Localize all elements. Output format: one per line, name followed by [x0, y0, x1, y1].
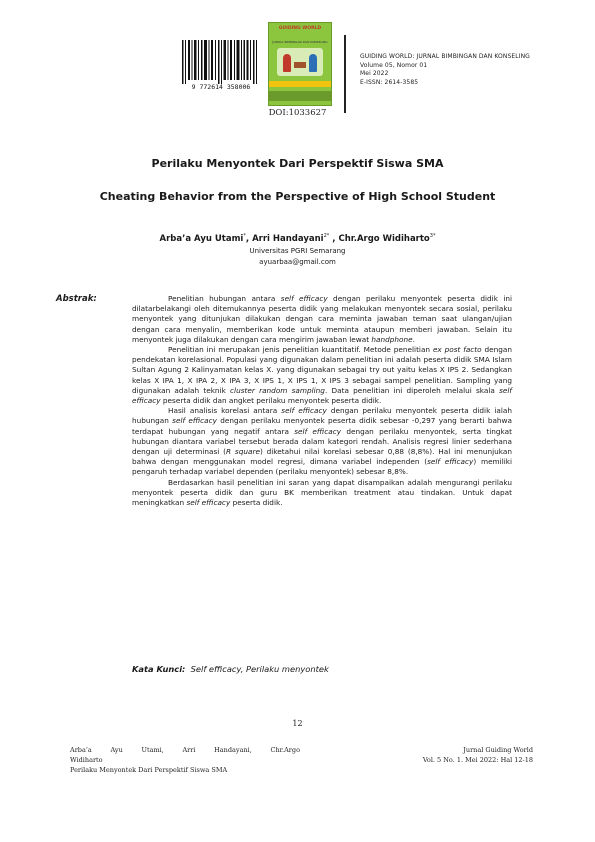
footer-right — [423, 745, 533, 765]
affiliation: Universitas PGRI Semarang — [249, 247, 346, 255]
abstract-text: peserta didik. — [230, 498, 283, 508]
journal-info — [360, 53, 530, 87]
abstract-text: dengan perilaku menyontek, serta tingkat hubungan diantara variabel tersebut berada dalam kategori rendah. Analisis regresi linier sederhana dengan uji determinasi ( — [132, 426, 512, 457]
keywords-label: Kata Kunci: — [132, 664, 186, 674]
abstract-text: dengan pendekatan korelasional. Populasi yang digunakan dalam penelitian ini adalah peserta didik SMA Islam Sultan Agung 2 Kalinyamatan kelas X. yang digunakan sebagai try out yaitu kelas X IPS 2. Sedangkan kelas X IPA 1, X IPA 2, X IPA 3, X IPS 1, X IPS 1, X IPS 3 sebagai sampel penelitian. Sampling yang digunakan adalah teknik — [132, 345, 512, 395]
abstract-text: dengan perilaku menyontek peserta didik ialah hubungan — [132, 406, 512, 426]
title-indonesian: Perilaku Menyontek Dari Perspektif Siswa SMA — [151, 157, 444, 170]
abstract-term: R square — [225, 447, 260, 457]
abstract-paragraph — [132, 478, 512, 509]
keywords — [132, 664, 329, 674]
abstract-paragraph — [132, 294, 512, 345]
header-divider — [344, 35, 346, 113]
abstract-text: . — [412, 334, 415, 344]
author-name: Arri Handayani — [252, 233, 324, 244]
abstract-text: Penelitian hubungan antara — [168, 294, 281, 303]
abstract-term: cluster random sampling — [230, 385, 325, 395]
abstract-term: self efficacy — [280, 294, 328, 303]
journal-issn: E-ISSN: 2614-3585 — [360, 78, 419, 86]
abstract-text: dengan perilaku menyontek peserta didik ini dilatarbelakangi oleh ditemukannya peserta didik yang melakukan menyontek secara sosial, perilaku menyontek yang ditunjukan dilakukan dengan cara meminta jawaban teman saat ulangan/ujian dengan cara menyalin, memberikan kode untuk meminta ataupun memberi jawaban. Selain itu menyontek juga dilakukan dengan cara mengirim jawaban lewat — [132, 294, 512, 344]
abstract-term: self efficacy — [186, 498, 231, 508]
doi: DOI:1033627 — [268, 108, 327, 118]
footer-volume: Vol. 5 No. 1. Mei 2022: Hal 12-18 — [422, 756, 533, 764]
abstract-text: Penelitian ini merupakan jenis penelitian kuantitatif. Metode penelitian — [168, 345, 433, 355]
cover-title: GUIDING WORLD — [278, 26, 322, 31]
abstract-term: handphone — [371, 334, 413, 344]
author-mark: * — [243, 233, 246, 239]
author-mark: 3* — [429, 233, 436, 239]
page-number: 12 — [292, 719, 303, 728]
cover-subtitle: JURNAL BIMBINGAN DAN KONSELING — [272, 40, 328, 44]
keywords-value: Self efficacy, Perilaku menyontek — [190, 664, 329, 674]
footer-left — [70, 745, 300, 775]
abstract-term: self efficacy — [294, 426, 342, 436]
abstract-text: Hasil analisis korelasi antara — [168, 406, 282, 416]
barcode-number: 9 772614 358006 — [191, 83, 251, 91]
abstract-text: peserta didik dan angket perilaku menyontek peserta didik. — [160, 396, 382, 406]
cover-illustration — [277, 48, 323, 76]
author-mark: 2* — [323, 233, 330, 239]
footer-authors: Arba’a Ayu Utami, Arri Handayani, Chr.Argo — [70, 746, 300, 754]
footer-authors-cont: Widiharto — [70, 756, 103, 764]
author-name: Arba’a Ayu Utami — [159, 233, 244, 244]
author-list: Arba’a Ayu Utami*, Arri Handayani$^{2*}$ , Chr.Argo Widiharto$^{3*}$ — [159, 233, 436, 244]
title-english: Cheating Behavior from the Perspective of High School Student — [99, 190, 496, 203]
cover-band-footer — [269, 91, 331, 101]
abstract-text: Berdasarkan hasil penelitian ini saran yang dapat disampaikan adalah mengurangi perilaku menyontek peserta didik dan guru BK memberikan treatment atau tindakan. Untuk dapat meningkatkan — [132, 477, 512, 508]
barcode — [180, 40, 262, 92]
abstract-term: ex post facto — [432, 345, 482, 355]
abstract-paragraph — [132, 345, 512, 406]
abstract-term: self efficacy — [172, 416, 217, 426]
journal-volume: Volume 05, Nomor 01 — [360, 61, 428, 69]
abstract-text: ) diketahui nilai korelasi sebesar 0,88 (8,8%). Hal ini menunjukan bahwa dengan menggunakan model regresi, dimana variabel independen ( — [132, 447, 512, 467]
abstract-term: self efficacy — [281, 406, 327, 416]
abstract-term: self efficacy — [427, 457, 474, 467]
footer-journal: Jurnal Guiding World — [463, 746, 533, 754]
abstract-text: ) memiliki pengaruh terhadap variabel dependen (perilaku menyontek) sebesar 8,8%. — [132, 457, 512, 477]
cover-band — [269, 81, 331, 87]
abstract-body — [132, 294, 512, 508]
author-email: ayuarbaa@gmail.com — [259, 258, 336, 266]
abstract-text: . Data penelitian ini diperoleh melalui skala — [324, 385, 500, 395]
abstract-paragraph — [132, 406, 512, 477]
abstract-label: Abstrak: — [56, 294, 97, 304]
journal-name: GUIDING WORLD: JURNAL BIMBINGAN DAN KONSELING — [360, 53, 530, 60]
abstract-text: dengan perilaku menyontek peserta didik sebesar -0,297 yang berarti bahwa terdapat hubungan yang negatif antara — [132, 416, 512, 436]
footer-title: Perilaku Menyontek Dari Perspektif Siswa SMA — [70, 766, 228, 774]
abstract-term: self efficacy — [132, 385, 512, 406]
journal-cover — [268, 22, 332, 106]
author-name: Chr.Argo Widiharto — [338, 233, 430, 244]
journal-date: Mei 2022 — [360, 70, 389, 77]
